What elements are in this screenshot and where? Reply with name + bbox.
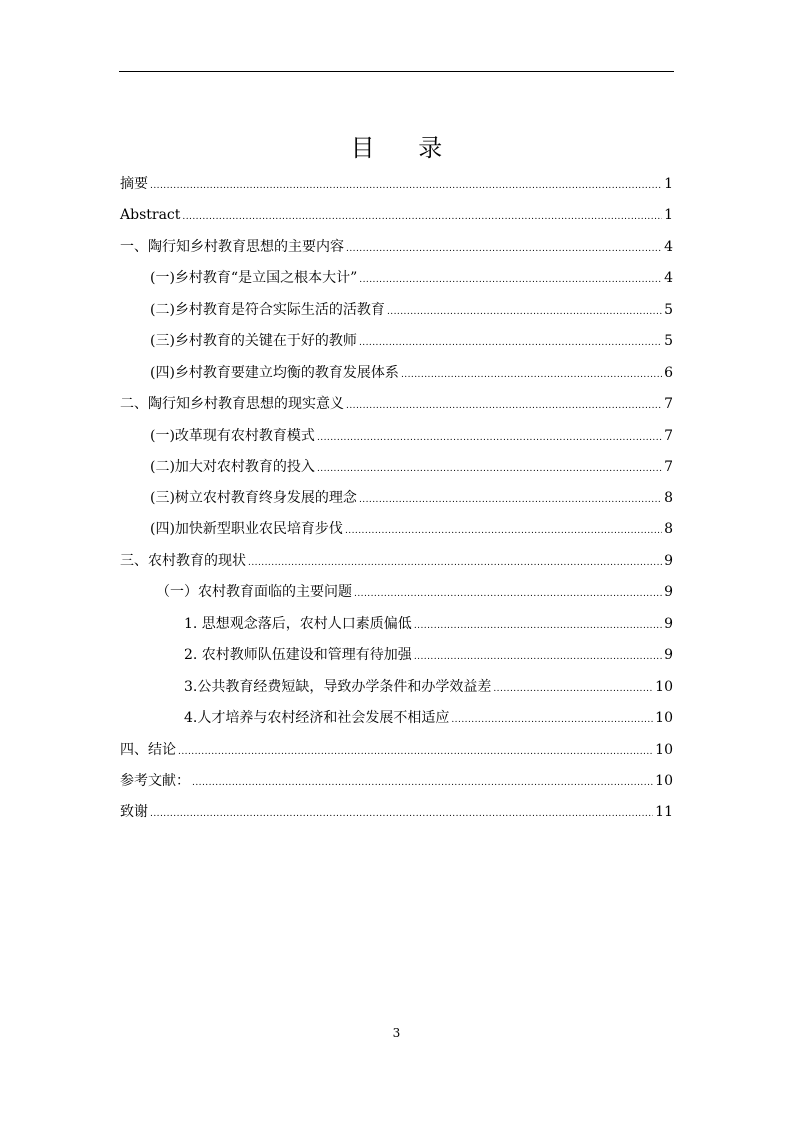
toc-entry-text: 三、农村教育的现状 [120,553,246,569]
toc-dot-leader [387,298,662,324]
toc-entry-text: (一)改革现有农村教育模式 [150,428,315,444]
toc-dot-leader [346,392,662,418]
toc-entry-text: (四)乡村教育要建立均衡的教育发展体系 [150,365,399,381]
toc-entry-text: 1. 思想观念落后，农村人口素质偏低 [184,616,412,632]
toc-entry-section-1-4[interactable] [150,361,673,385]
toc-entry-item-3-1-4[interactable] [184,706,673,730]
toc-entry-page: 8 [664,521,673,537]
toc-entry-page: 5 [664,333,673,349]
toc-entry-page: 8 [664,490,673,506]
toc-entry-text: (三)乡村教育的关键在于好的教师 [150,333,357,349]
toc-dot-leader [346,235,662,261]
toc-dot-leader [451,706,653,732]
header-rule [119,71,674,72]
toc-entry-section-2-3[interactable] [150,486,673,510]
toc-dot-leader [414,612,662,638]
toc-entry-text: 2. 农村教师队伍建设和管理有待加强 [184,647,412,663]
toc-entry-page: 6 [664,365,673,381]
toc-entry-text: (三)树立农村教育终身发展的理念 [150,490,357,506]
toc-entry-text: 一、陶行知乡村教育思想的主要内容 [120,239,344,255]
toc-entry-page: 4 [664,239,673,255]
toc-entry-text: 参考文献： [120,773,190,789]
toc-dot-leader [493,675,653,701]
toc-entry-page: 7 [664,396,673,412]
toc-entry-text: Abstract [120,207,181,223]
toc-dot-leader [414,643,662,669]
toc-entry-page: 9 [664,616,673,632]
toc-dot-leader [401,361,662,387]
toc-entry-item-3-1-2[interactable] [184,643,673,667]
toc-entry-page: 9 [664,553,673,569]
toc-entry-text: (一)乡村教育“是立国之根本大计” [150,270,358,286]
toc-entry-text: （一）农村教育面临的主要问题 [156,584,352,600]
toc-dot-leader [178,738,653,764]
toc-dot-leader [354,580,662,606]
toc-entry-page: 9 [664,647,673,663]
toc-entry-text: 四、结论 [120,742,176,758]
toc-entry-section-3-1[interactable] [156,580,673,604]
toc-entry-page: 10 [655,742,673,758]
toc-entry-section-2-2[interactable] [150,455,673,479]
toc-dot-leader [150,172,662,198]
toc-entry-chapter-3[interactable] [120,549,673,573]
toc-entry-section-1-1[interactable] [150,266,673,290]
toc-entry-text: 4.人才培养与农村经济和社会发展不相适应 [184,710,450,726]
toc-entry-text: (二)乡村教育是符合实际生活的活教育 [150,302,385,318]
toc-entry-chapter-1[interactable] [120,235,673,259]
toc-entry-text: 二、陶行知乡村教育思想的现实意义 [120,396,344,412]
toc-entry-chapter-2[interactable] [120,392,673,416]
toc-dot-leader [192,769,653,795]
toc-entry-page: 1 [664,176,673,192]
toc-dot-leader [359,486,662,512]
toc-entry-chapter-4[interactable] [120,738,673,762]
toc-dot-leader [359,266,662,292]
toc-entry-section-1-3[interactable] [150,329,673,353]
toc-entry-abstract-cn[interactable] [120,172,673,196]
toc-entry-text: 3.公共教育经费短缺，导致办学条件和办学效益差 [184,679,492,695]
toc-entry-text: (四)加快新型职业农民培育步伐 [150,521,343,537]
toc-dot-leader [317,455,662,481]
toc-entry-page: 11 [655,804,673,820]
toc-entry-abstract-en[interactable] [120,203,673,227]
toc-entry-page: 9 [664,584,673,600]
toc-dot-leader [182,203,662,229]
toc-entry-page: 10 [655,773,673,789]
toc-entry-item-3-1-3[interactable] [184,675,673,699]
toc-entry-section-2-1[interactable] [150,424,673,448]
toc-entry-text: 致谢 [120,804,148,820]
toc-entry-acknowledgements[interactable] [120,800,673,824]
toc-entry-item-3-1-1[interactable] [184,612,673,636]
toc-entry-page: 5 [664,302,673,318]
toc-entry-section-1-2[interactable] [150,298,673,322]
toc-dot-leader [150,800,653,826]
toc-title: 目 录 [350,134,461,162]
toc-entry-page: 7 [664,459,673,475]
toc-dot-leader [248,549,662,575]
toc-dot-leader [359,329,662,355]
toc-dot-leader [317,424,662,450]
page-number: 3 [392,1026,401,1040]
toc-entry-page: 1 [664,207,673,223]
toc-entry-references[interactable] [120,769,673,793]
toc-entry-page: 4 [664,270,673,286]
toc-entry-page: 10 [655,679,673,695]
toc-entry-section-2-4[interactable] [150,517,673,541]
toc-entry-text: 摘要 [120,176,148,192]
toc-dot-leader [345,517,662,543]
toc-entry-page: 7 [664,428,673,444]
toc-entry-text: (二)加大对农村教育的投入 [150,459,315,475]
toc-entry-page: 10 [655,710,673,726]
